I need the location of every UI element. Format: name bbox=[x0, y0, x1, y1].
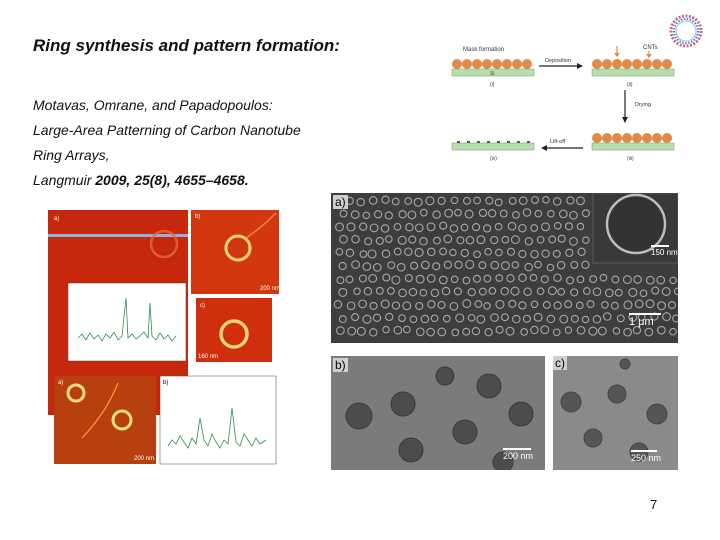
afm-label-e: b) bbox=[163, 380, 169, 386]
sem-image-a bbox=[331, 193, 678, 343]
sem-image-c bbox=[553, 356, 678, 470]
afm-label-c: c) bbox=[200, 303, 205, 309]
sem-label-a: a) bbox=[335, 195, 346, 209]
spheres-iii bbox=[592, 133, 672, 143]
substrate-iii bbox=[592, 143, 674, 150]
sem-image-b bbox=[331, 356, 545, 470]
label-si: Si bbox=[490, 71, 495, 77]
afm-scale-b: 200 nm bbox=[260, 286, 281, 292]
step-iv: (iv) bbox=[490, 156, 497, 162]
citation-title-line2: Ring Arrays, bbox=[33, 147, 110, 163]
sem-label-c: c) bbox=[555, 356, 565, 370]
label-drying: Drying bbox=[635, 102, 651, 108]
sem-scale-inset: 150 nm bbox=[651, 245, 678, 257]
slide-number: 7 bbox=[650, 497, 658, 512]
citation bbox=[33, 93, 301, 193]
rings-iv bbox=[457, 141, 530, 143]
afm-scale-d: 200 nm bbox=[134, 456, 155, 462]
label-deposition: Deposition bbox=[545, 58, 571, 64]
step-iii: (iii) bbox=[627, 156, 634, 162]
citation-authors: Motavas, Omrane, and Papadopoulos: bbox=[33, 97, 273, 113]
afm-label-a: a) bbox=[54, 216, 60, 222]
sem-label-b: b) bbox=[335, 358, 346, 372]
sem-scale-b: 200 nm bbox=[503, 448, 533, 461]
slide-title: Ring synthesis and pattern formation: bbox=[33, 36, 340, 55]
citation-title-line1: Large-Area Patterning of Carbon Nanotube bbox=[33, 122, 301, 138]
substrate-iv bbox=[452, 143, 534, 150]
label-liftoff: Lift-off bbox=[550, 139, 566, 145]
citation-journal: Langmuir 2009, 25(8), 4655–4658. bbox=[33, 172, 249, 188]
afm-image-c bbox=[196, 298, 272, 362]
sem-scale-c: 250 nm bbox=[631, 450, 661, 463]
label-mask-formation: Mask formation bbox=[463, 47, 505, 53]
afm-scale-c: 160 nm bbox=[198, 354, 219, 360]
afm-figure bbox=[46, 208, 281, 468]
afm-label-b: b) bbox=[195, 214, 201, 220]
step-ii: (ii) bbox=[627, 82, 633, 88]
step-i: (i) bbox=[490, 82, 495, 88]
afm-label-d: a) bbox=[58, 380, 64, 386]
citation-year-volume: 2009, 25(8), 4655–4658. bbox=[95, 172, 249, 188]
substrate-ii bbox=[592, 69, 674, 76]
spheres-ii bbox=[592, 59, 672, 69]
process-schematic bbox=[447, 40, 687, 170]
spheres-i bbox=[452, 59, 532, 69]
afm-profile-plot-2 bbox=[160, 376, 276, 464]
afm-line-profile-marker bbox=[48, 234, 188, 237]
label-cnts: CNTs bbox=[643, 45, 658, 51]
sem-scale-a: 1 μm bbox=[629, 313, 661, 328]
